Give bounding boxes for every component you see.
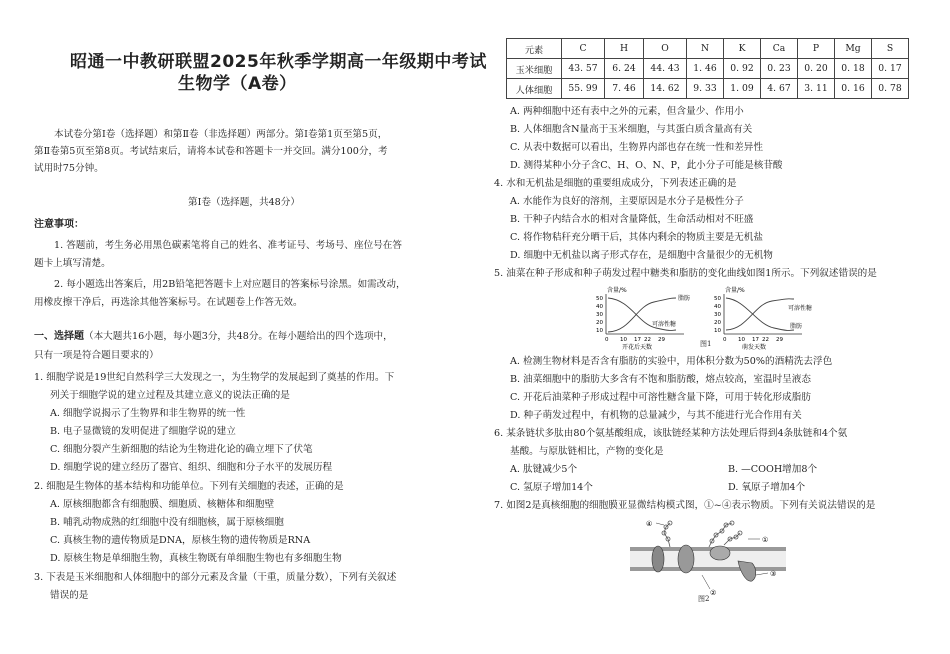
x-tick-label: 10 <box>738 337 745 343</box>
section1-label: 一、选择题 <box>34 331 84 342</box>
y-axis-label: 含量/% <box>607 287 627 294</box>
table-cell: 0. 23 <box>761 59 798 79</box>
sugar-curve-label: 可溶性糖 <box>788 305 813 312</box>
label-line <box>702 575 710 589</box>
figure1-caption: 图1 <box>700 340 712 348</box>
table-cell: 44. 43 <box>644 59 687 79</box>
q5-option-c: C. 开花后油菜种子形成过程中可溶性糖含量下降，可用于转化形成脂肪 <box>510 392 811 403</box>
x-tick-label: 29 <box>658 337 665 343</box>
table-cell: 0. 92 <box>724 59 761 79</box>
channel-protein <box>652 546 664 572</box>
table-header-cell: H <box>605 39 644 59</box>
y-tick-label: 30 <box>714 312 721 318</box>
table-cell: 人体细胞 <box>507 79 562 99</box>
note-line: 用橡皮擦干净后，再选涂其他答案标号。在试题卷上作答无效。 <box>34 297 303 308</box>
figure2-membrane <box>628 517 788 599</box>
table-header-cell: Ca <box>761 39 798 59</box>
fat-curve-label: 脂肪 <box>678 295 691 302</box>
x-tick-label: 22 <box>644 337 651 343</box>
table-header-row <box>507 39 909 59</box>
x-tick-label: 0 <box>723 337 727 343</box>
table-cell: 0. 16 <box>835 79 872 99</box>
x-tick-label: 17 <box>752 337 759 343</box>
q1-stem: 1. 细胞学说是19世纪自然科学三大发现之一，为生物学的发展起到了奠基的作用。下 <box>34 372 395 383</box>
x-tick-label: 22 <box>762 337 769 343</box>
label-line <box>656 523 664 525</box>
table-header-cell: S <box>872 39 909 59</box>
label-line <box>756 573 768 575</box>
table-cell: 7. 46 <box>605 79 644 99</box>
q5-option-a: A. 检测生物材料是否含有脂肪的实验中，用体积分数为50%的酒精洗去浮色 <box>510 356 833 367</box>
q2-option-d: D. 原核生物是单细胞生物，真核生物既有单细胞生物也有多细胞生物 <box>50 553 342 564</box>
table-row <box>507 59 909 79</box>
figure2-caption: 图2 <box>698 595 710 603</box>
intro-line: 第Ⅱ卷第5页至第8页。考试结束后，请将本试卷和答题卡一并交回。满分100分，考 <box>34 146 388 157</box>
figure2-label-2: ② <box>710 589 717 597</box>
figure2-label-1: ① <box>762 536 769 544</box>
figure2-label-3: ③ <box>770 570 777 578</box>
y-tick-label: 20 <box>714 320 721 326</box>
q1-option-a: A. 细胞学说揭示了生物界和非生物界的统一性 <box>50 408 246 419</box>
table-cell: 55. 99 <box>562 79 605 99</box>
y-tick-label: 50 <box>714 296 721 302</box>
table-cell: 43. 57 <box>562 59 605 79</box>
q4-option-c: C. 将作物秸秆充分晒干后，其体内剩余的物质主要是无机盐 <box>510 232 763 243</box>
x-tick-label: 17 <box>634 337 641 343</box>
figure2-label-4: ④ <box>646 520 653 528</box>
y-tick-label: 30 <box>596 312 603 318</box>
fat-curve-label: 脂肪 <box>790 323 803 330</box>
q2-option-a: A. 原核细胞都含有细胞膜、细胞质、核糖体和细胞壁 <box>50 499 275 510</box>
y-tick-label: 20 <box>596 320 603 326</box>
y-tick-label: 50 <box>596 296 603 302</box>
note-line: 2. 每小题选出答案后，用2B铅笔把答题卡上对应题目的答案标号涂黑。如需改动， <box>54 279 406 290</box>
q3-option-c: C. 从表中数据可以看出，生物界内部也存在统一性和差异性 <box>510 142 763 153</box>
table-cell: 0. 78 <box>872 79 909 99</box>
transmembrane-protein <box>678 545 694 573</box>
q3-option-a: A. 两种细胞中还有表中之外的元素，但含量少、作用小 <box>510 106 744 117</box>
q4-option-a: A. 水能作为良好的溶剂，主要原因是水分子是极性分子 <box>510 196 744 207</box>
intro-line: 本试卷分第Ⅰ卷（选择题）和第Ⅱ卷（非选择题）两部分。第Ⅰ卷第1页至第5页， <box>54 129 388 140</box>
sugar-curve <box>726 299 794 330</box>
section1-heading <box>34 331 393 343</box>
table-header-cell: P <box>798 39 835 59</box>
intro-line: 试用时75分钟。 <box>34 163 104 174</box>
q3-stem: 3. 下表是玉米细胞和人体细胞中的部分元素及含量（干重，质量分数），下列有关叙述 <box>34 572 397 583</box>
x-tick-label: 29 <box>776 337 783 343</box>
glycocalyx <box>662 521 742 549</box>
table-header-cell: K <box>724 39 761 59</box>
internal-protein <box>738 561 756 581</box>
table-row <box>507 79 909 99</box>
x-tick-label: 0 <box>605 337 609 343</box>
table-cell: 1. 46 <box>687 59 724 79</box>
table-cell: 14. 62 <box>644 79 687 99</box>
note-line: 1. 答题前，考生务必用黑色碳素笔将自己的姓名、准考证号、考场号、座位号在答 <box>54 240 402 251</box>
x-tick-label: 10 <box>620 337 627 343</box>
section1-heading-line2: 只有一项是符合题目要求的） <box>34 350 159 361</box>
table-cell: 0. 20 <box>798 59 835 79</box>
q5-stem: 5. 油菜在种子形成和种子萌发过程中糖类和脂肪的变化曲线如图1所示。下列叙述错误的是 <box>494 268 877 279</box>
q3-option-b: B. 人体细胞含N量高于玉米细胞，与其蛋白质含量高有关 <box>510 124 753 135</box>
q4-stem: 4. 水和无机盐是细胞的重要组成成分，下列表述正确的是 <box>494 178 737 189</box>
q4-option-b: B. 干种子内结合水的相对含量降低，生命活动相对不旺盛 <box>510 214 754 225</box>
y-tick-label: 40 <box>596 304 603 310</box>
part1-heading: 第Ⅰ卷（选择题，共48分） <box>188 197 300 208</box>
q6-stem: 基酸。与原肽链相比，产物的变化是 <box>510 446 664 457</box>
table-header-cell: Mg <box>835 39 872 59</box>
x-axis-label: 萌发天数 <box>742 344 767 350</box>
table-cell: 0. 17 <box>872 59 909 79</box>
figure1-right-graph <box>714 286 812 350</box>
q1-stem: 列关于细胞学说的建立过程及其建立意义的说法正确的是 <box>50 390 290 401</box>
fat-curve <box>726 298 794 331</box>
peripheral-protein <box>710 546 730 560</box>
x-axis-label: 开花后天数 <box>622 344 653 350</box>
figure1-left-graph <box>596 286 690 350</box>
sugar-curve-label: 可溶性糖 <box>652 321 677 328</box>
y-axis-label: 含量/% <box>725 287 745 294</box>
table-cell: 1. 09 <box>724 79 761 99</box>
q6-option-d: D. 氧原子增加4个 <box>728 482 806 493</box>
q5-option-b: B. 油菜细胞中的脂肪大多含有不饱和脂肪酸，熔点较高，室温时呈液态 <box>510 374 811 385</box>
q6-stem: 6. 某条链状多肽由80个氨基酸组成，该肽链经某种方法处理后得到4条肽链和4个氨 <box>494 428 848 439</box>
q2-stem: 2. 细胞是生物体的基本结构和功能单位。下列有关细胞的表述，正确的是 <box>34 481 344 492</box>
exam-subject: 生物学（A卷） <box>178 74 297 94</box>
q7-stem: 7. 如图2是真核细胞的细胞膜亚显微结构模式图，①~④表示物质。下列有关说法错误的是 <box>494 500 876 511</box>
table-cell: 玉米细胞 <box>507 59 562 79</box>
table-header-cell: N <box>687 39 724 59</box>
q1-option-c: C. 细胞分裂产生新细胞的结论为生物进化论的确立埋下了伏笔 <box>50 444 313 455</box>
q4-option-d: D. 细胞中无机盐以离子形式存在，是细胞中含量很少的无机物 <box>510 250 773 261</box>
q6-option-b: B. —COOH增加8个 <box>728 464 818 475</box>
y-tick-label: 10 <box>714 328 721 334</box>
table-cell: 6. 24 <box>605 59 644 79</box>
q6-option-c: C. 氢原子增加14个 <box>510 482 593 493</box>
exam-title: 昭通一中教研联盟2025年秋季学期高一年级期中考试 <box>70 52 487 72</box>
q3-stem: 错误的是 <box>50 590 89 601</box>
q2-option-c: C. 真核生物的遗传物质是DNA，原核生物的遗传物质是RNA <box>50 535 311 546</box>
notes-heading: 注意事项： <box>34 219 84 230</box>
note-line: 题卡上填写清楚。 <box>34 258 111 269</box>
table-header-cell: O <box>644 39 687 59</box>
table-header-cell: C <box>562 39 605 59</box>
q1-option-d: D. 细胞学说的建立经历了器官、组织、细胞和分子水平的发展历程 <box>50 462 333 473</box>
q2-option-b: B. 哺乳动物成熟的红细胞中没有细胞核，属于原核细胞 <box>50 517 284 528</box>
q5-option-d: D. 种子萌发过程中，有机物的总量减少，与其不能进行光合作用有关 <box>510 410 802 421</box>
q6-option-a: A. 肽键减少5个 <box>510 464 578 475</box>
table-cell: 0. 18 <box>835 59 872 79</box>
element-table <box>506 38 909 99</box>
table-header-cell: 元素 <box>507 39 562 59</box>
y-tick-label: 40 <box>714 304 721 310</box>
section1-desc: （本大题共16小题，每小题3分，共48分。在每小题给出的四个选项中， <box>84 331 393 342</box>
q1-option-b: B. 电子显微镜的发明促进了细胞学说的建立 <box>50 426 236 437</box>
table-cell: 9. 33 <box>687 79 724 99</box>
q3-option-d: D. 测得某种小分子含C、H、O、N、P，此小分子可能是核苷酸 <box>510 160 783 171</box>
y-tick-label: 10 <box>596 328 603 334</box>
table-cell: 4. 67 <box>761 79 798 99</box>
table-cell: 3. 11 <box>798 79 835 99</box>
